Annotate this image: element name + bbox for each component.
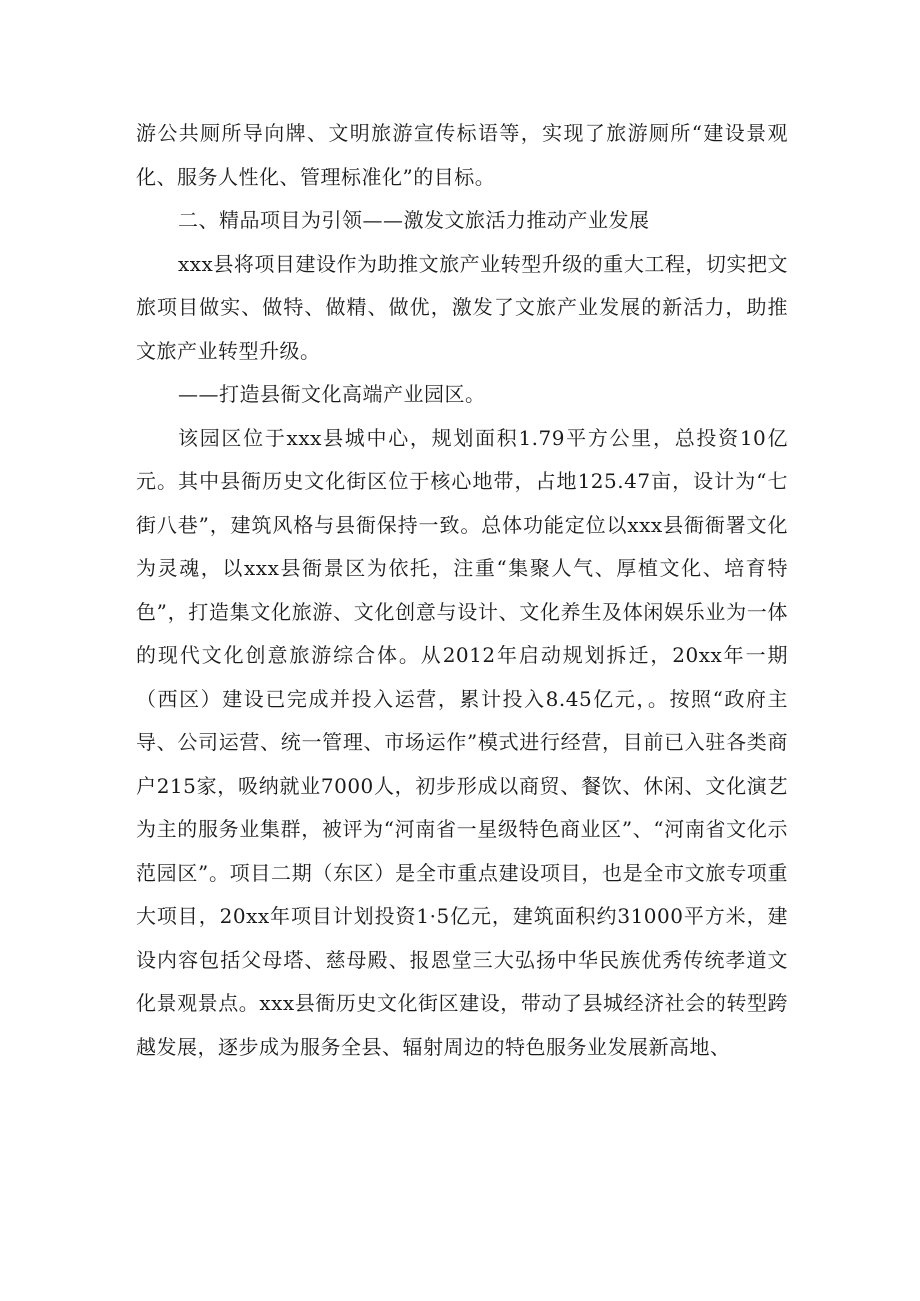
paragraph-continuation: 游公共厕所导向牌、文明旅游宣传标语等，实现了旅游厕所“建设景观化、服务人性化、管理标准化”的目标。 xyxy=(136,121,788,189)
paragraph-intro: xxx县将项目建设作为助推文旅产业转型升级的重大工程，切实把文旅项目做实、做特、做精、做优，激发了文旅产业发展的新活力，助推文旅产业转型升级。 xyxy=(136,251,788,363)
paragraph-park-description: 该园区位于xxx县城中心，规划面积1.79平方公里，总投资10亿元。其中县衙历史文化街区位于核心地带，占地125.47亩，设计为“七街八巷”，建筑风格与县衙保持一致。总体功能定位以xxx县衙衙署文化为灵魂，以xxx县衙景区为依托，注重“集聚人气、厚植文化、培育特色”，打造集文化旅游、文化创意与设计、文化养生及体闲娱乐业为一体的现代文化创意旅游综合体。从2012年启动规划拆迁，20xx年一期（西区）建设已完成并投入运营，累计投入8.45亿元，。按照“政府主导、公司运营、统一管理、市场运作”模式进行经营，目前已入驻各类商户215家，吸纳就业7000人，初步形成以商贸、餐饮、休闲、文化演艺为主的服务业集群，被评为“河南省一星级特色商业区”、“河南省文化示范园区”。项目二期（东区）是全市重点建设项目，也是全市文旅专项重大项目，20xx年项目计划投资1·5亿元，建筑面积约31000平方米，建设内容包括父母塔、慈母殿、报恩堂三大弘扬中华民族优秀传统孝道文化景观景点。xxx县衙历史文化街区建设，带动了县城经济社会的转型跨越发展，逐步成为服务全县、辐射周边的特色服务业发展新高地、 xyxy=(136,425,788,1059)
subheading: ——打造县衙文化高端产业园区。 xyxy=(178,382,486,406)
section-heading: 二、精品项目为引领——激发文旅活力推动产业发展 xyxy=(178,208,650,232)
document-body xyxy=(136,112,788,1069)
